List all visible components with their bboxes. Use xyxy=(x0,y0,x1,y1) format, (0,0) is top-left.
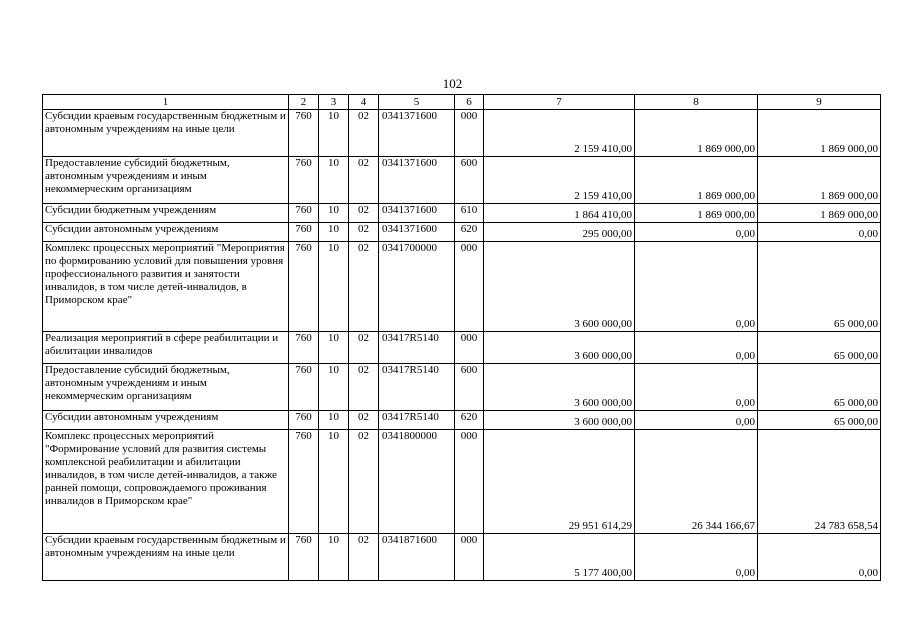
row-name-cell: Субсидии бюджетным учреждениям xyxy=(43,204,289,223)
amount-col7-cell: 3 600 000,00 xyxy=(484,242,635,332)
row-name-cell: Комплекс процессных мероприятий "Мероприятия по формированию условий для повышения уровня профессионального развития и занятости инвалидов, в том числе детей-инвалидов, в Приморском крае" xyxy=(43,242,289,332)
amount-col7-cell: 2 159 410,00 xyxy=(484,157,635,204)
amount-col8-cell: 1 869 000,00 xyxy=(635,157,758,204)
table-row xyxy=(43,534,881,581)
amount-col7-cell: 3 600 000,00 xyxy=(484,364,635,411)
amount-col9-cell: 65 000,00 xyxy=(758,242,881,332)
table-row xyxy=(43,430,881,534)
ministry-code-cell: 760 xyxy=(289,157,319,204)
column-header: 4 xyxy=(349,95,379,110)
table-row xyxy=(43,110,881,157)
amount-col7-cell: 2 159 410,00 xyxy=(484,110,635,157)
column-header: 1 xyxy=(43,95,289,110)
amount-col8-cell: 0,00 xyxy=(635,332,758,364)
expense-type-cell: 620 xyxy=(455,223,484,242)
table-row xyxy=(43,242,881,332)
subsection-code-cell: 02 xyxy=(349,157,379,204)
section-code-cell: 10 xyxy=(319,223,349,242)
section-code-cell: 10 xyxy=(319,411,349,430)
column-header: 5 xyxy=(379,95,455,110)
section-code-cell: 10 xyxy=(319,157,349,204)
amount-col7-cell: 3 600 000,00 xyxy=(484,411,635,430)
target-article-cell: 03417R5140 xyxy=(379,411,455,430)
row-name-cell: Предоставление субсидий бюджетным, автономным учреждениям и иным некоммерческим организациям xyxy=(43,157,289,204)
amount-col7-cell: 295 000,00 xyxy=(484,223,635,242)
section-code-cell: 10 xyxy=(319,364,349,411)
section-code-cell: 10 xyxy=(319,430,349,534)
expense-type-cell: 000 xyxy=(455,534,484,581)
target-article-cell: 0341700000 xyxy=(379,242,455,332)
column-header: 9 xyxy=(758,95,881,110)
target-article-cell: 0341800000 xyxy=(379,430,455,534)
target-article-cell: 0341371600 xyxy=(379,223,455,242)
subsection-code-cell: 02 xyxy=(349,223,379,242)
expense-type-cell: 000 xyxy=(455,430,484,534)
target-article-cell: 0341871600 xyxy=(379,534,455,581)
page-number: 102 xyxy=(442,76,463,91)
expense-type-cell: 620 xyxy=(455,411,484,430)
amount-col9-cell: 1 869 000,00 xyxy=(758,157,881,204)
column-header: 3 xyxy=(319,95,349,110)
amount-col9-cell: 65 000,00 xyxy=(758,411,881,430)
ministry-code-cell: 760 xyxy=(289,242,319,332)
amount-col8-cell: 0,00 xyxy=(635,364,758,411)
subsection-code-cell: 02 xyxy=(349,430,379,534)
expense-type-cell: 600 xyxy=(455,157,484,204)
column-header: 8 xyxy=(635,95,758,110)
amount-col9-cell: 1 869 000,00 xyxy=(758,204,881,223)
row-name-cell: Предоставление субсидий бюджетным, автономным учреждениям и иным некоммерческим организациям xyxy=(43,364,289,411)
amount-col9-cell: 65 000,00 xyxy=(758,364,881,411)
amount-col9-cell: 1 869 000,00 xyxy=(758,110,881,157)
amount-col7-cell: 3 600 000,00 xyxy=(484,332,635,364)
section-code-cell: 10 xyxy=(319,534,349,581)
subsection-code-cell: 02 xyxy=(349,534,379,581)
column-header: 2 xyxy=(289,95,319,110)
amount-col8-cell: 1 869 000,00 xyxy=(635,110,758,157)
column-header-row xyxy=(43,95,881,110)
subsection-code-cell: 02 xyxy=(349,364,379,411)
amount-col8-cell: 0,00 xyxy=(635,242,758,332)
ministry-code-cell: 760 xyxy=(289,332,319,364)
amount-col9-cell: 65 000,00 xyxy=(758,332,881,364)
expense-type-cell: 000 xyxy=(455,110,484,157)
target-article-cell: 03417R5140 xyxy=(379,364,455,411)
subsection-code-cell: 02 xyxy=(349,110,379,157)
row-name-cell: Субсидии автономным учреждениям xyxy=(43,411,289,430)
ministry-code-cell: 760 xyxy=(289,223,319,242)
section-code-cell: 10 xyxy=(319,332,349,364)
table-row xyxy=(43,332,881,364)
ministry-code-cell: 760 xyxy=(289,204,319,223)
expense-type-cell: 610 xyxy=(455,204,484,223)
table-row xyxy=(43,157,881,204)
section-code-cell: 10 xyxy=(319,204,349,223)
amount-col9-cell: 0,00 xyxy=(758,223,881,242)
amount-col8-cell: 0,00 xyxy=(635,534,758,581)
ministry-code-cell: 760 xyxy=(289,534,319,581)
row-name-cell: Субсидии краевым государственным бюджетным и автономным учреждениям на иные цели xyxy=(43,534,289,581)
table-row xyxy=(43,204,881,223)
target-article-cell: 03417R5140 xyxy=(379,332,455,364)
section-code-cell: 10 xyxy=(319,242,349,332)
table-row xyxy=(43,223,881,242)
amount-col9-cell: 0,00 xyxy=(758,534,881,581)
amount-col7-cell: 5 177 400,00 xyxy=(484,534,635,581)
column-header: 6 xyxy=(455,95,484,110)
amount-col8-cell: 0,00 xyxy=(635,223,758,242)
amount-col8-cell: 0,00 xyxy=(635,411,758,430)
amount-col9-cell: 24 783 658,54 xyxy=(758,430,881,534)
ministry-code-cell: 760 xyxy=(289,411,319,430)
amount-col8-cell: 26 344 166,67 xyxy=(635,430,758,534)
target-article-cell: 0341371600 xyxy=(379,204,455,223)
ministry-code-cell: 760 xyxy=(289,364,319,411)
section-code-cell: 10 xyxy=(319,110,349,157)
row-name-cell: Субсидии автономным учреждениям xyxy=(43,223,289,242)
subsection-code-cell: 02 xyxy=(349,204,379,223)
ministry-code-cell: 760 xyxy=(289,430,319,534)
subsection-code-cell: 02 xyxy=(349,411,379,430)
expense-type-cell: 000 xyxy=(455,332,484,364)
table-row xyxy=(43,411,881,430)
subsection-code-cell: 02 xyxy=(349,332,379,364)
expense-type-cell: 600 xyxy=(455,364,484,411)
row-name-cell: Реализация мероприятий в сфере реабилитации и абилитации инвалидов xyxy=(43,332,289,364)
budget-table xyxy=(42,94,881,581)
target-article-cell: 0341371600 xyxy=(379,157,455,204)
amount-col7-cell: 1 864 410,00 xyxy=(484,204,635,223)
subsection-code-cell: 02 xyxy=(349,242,379,332)
table-row xyxy=(43,364,881,411)
target-article-cell: 0341371600 xyxy=(379,110,455,157)
expense-type-cell: 000 xyxy=(455,242,484,332)
amount-col7-cell: 29 951 614,29 xyxy=(484,430,635,534)
amount-col8-cell: 1 869 000,00 xyxy=(635,204,758,223)
ministry-code-cell: 760 xyxy=(289,110,319,157)
row-name-cell: Субсидии краевым государственным бюджетным и автономным учреждениям на иные цели xyxy=(43,110,289,157)
row-name-cell: Комплекс процессных мероприятий "Формирование условий для развития системы комплексной реабилитации и абилитации инвалидов, в том числе детей-инвалидов, а также ранней помощи, сопровождаемого проживания инвалидов в Приморском крае" xyxy=(43,430,289,534)
column-header: 7 xyxy=(484,95,635,110)
